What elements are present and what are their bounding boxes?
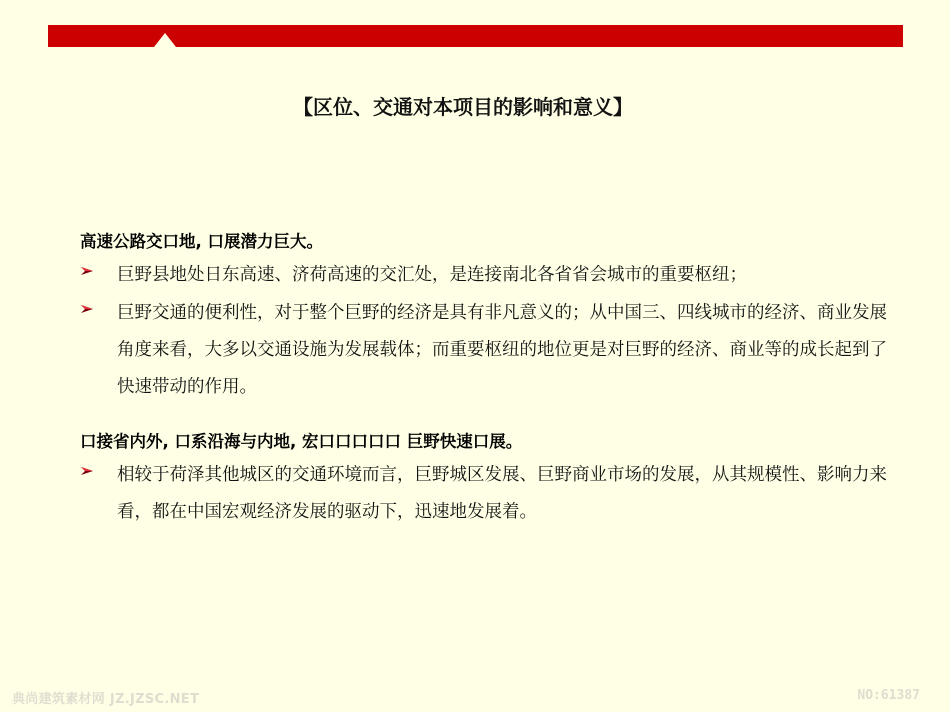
bullet-text: 巨野交通的便利性，对于整个巨野的经济是具有非凡意义的；从中国三、四线城市的经济、商业发展角度来看，大多以交通设施为发展载体；而重要枢纽的地位更是对巨野的经济、商业等的成长起到了快速带动的作用。 [117,303,887,397]
bullet-item [80,257,900,294]
section-heading: 口接省内外, 口系沿海与内地, 宏口口口口口 巨野快速口展。 [80,432,523,451]
section-heading: 高速公路交口地, 口展潜力巨大。 [80,232,324,251]
bullet-text: 巨野县地处日东高速、济荷高速的交汇处，是连接南北各省省会城市的重要枢纽； [117,265,747,285]
bullet-arrow-icon [80,264,94,278]
bullet-arrow-icon [80,302,94,316]
watermark-right: NO:61387 [857,688,920,703]
bullet-text: 相较于荷泽其他城区的交通环境而言，巨野城区发展、巨野商业市场的发展，从其规模性、影响力来看，都在中国宏观经济发展的驱动下，迅速地发展着。 [117,465,887,522]
header-notch [154,33,176,47]
bullet-item [80,295,900,406]
bullet-item [80,457,900,531]
slide-title: 【区位、交通对本项目的影响和意义】 [293,95,633,119]
watermark-left: 典尚建筑素材网 JZ.JZSC.NET [12,692,200,707]
bullet-arrow-icon [80,464,94,478]
header-bar [48,25,903,47]
